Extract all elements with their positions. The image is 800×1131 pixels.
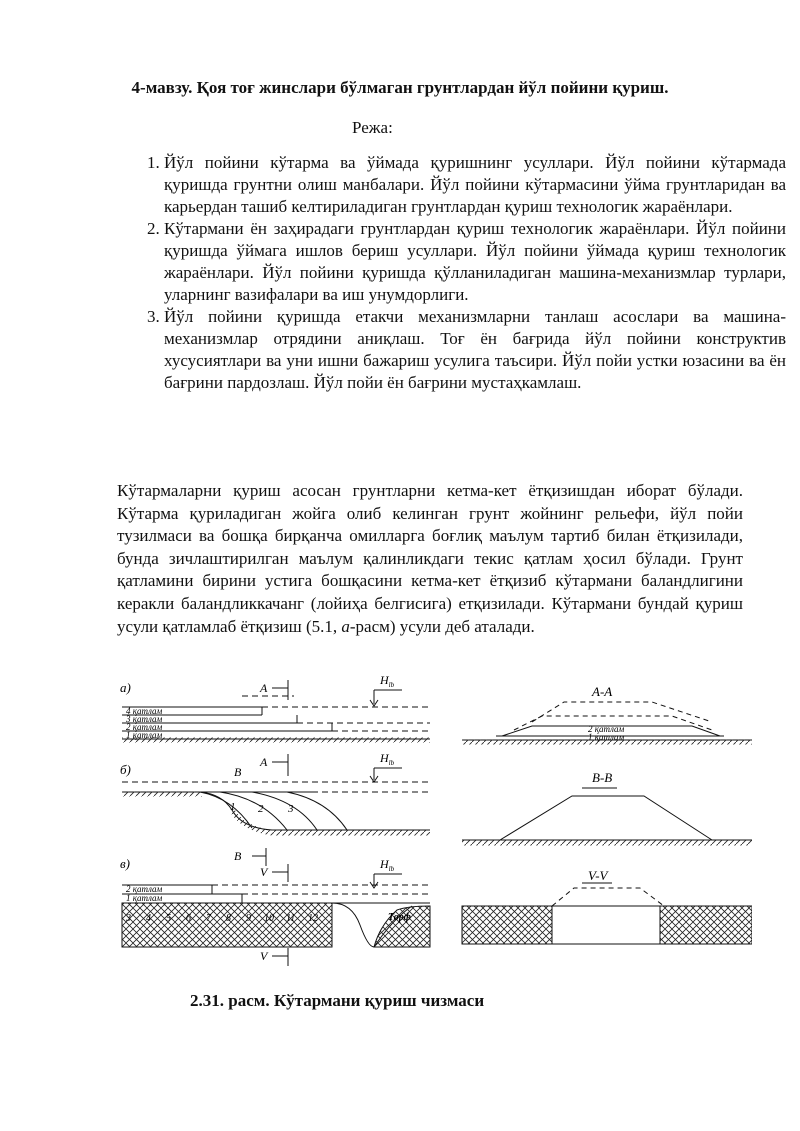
embankment-construction-figure (112, 670, 752, 970)
b-number-1: 1 (230, 801, 236, 813)
v-number-12: 12 (308, 913, 318, 924)
figure-part-v (120, 856, 430, 966)
v-number-8: 8 (226, 913, 231, 924)
b-number-2: 2 (258, 803, 264, 815)
layer-4-label: 4 қатлам (126, 706, 163, 716)
section-aa-label: А-А (592, 684, 613, 699)
section-mark-b-bottom: В (234, 849, 242, 863)
section-bb (462, 770, 752, 843)
main-paragraph (117, 480, 743, 638)
label-a: а) (120, 680, 131, 695)
v-number-4: 4 (146, 913, 151, 924)
figure-caption: 2.31. расм. Кўтармани қуриш чизмаси (190, 991, 485, 1010)
section-mark-v: V (260, 865, 268, 879)
section-bb-label: В-В (592, 770, 613, 785)
b-number-3: 3 (288, 803, 294, 815)
height-mark-v: $H_{lb}$ (380, 857, 395, 873)
figure-part-a (120, 673, 430, 740)
layer-3-label: 3 қатлам (126, 714, 163, 724)
v-number-7: 7 (206, 913, 211, 924)
v-number-11: 11 (286, 913, 296, 924)
layer-2-label: 2 қатлам (126, 722, 163, 732)
v-number-9: 9 (246, 913, 251, 924)
section-aa (462, 684, 752, 742)
label-b: б) (120, 762, 131, 777)
layer-1-label: 1 қатлам (126, 730, 163, 740)
section-aa-layer-2: 2 қатлам (588, 724, 625, 734)
plan-heading: Режа: (352, 118, 393, 137)
paragraph-italic-letter: а (341, 616, 350, 636)
plan-item-3: 3. Йўл пойини қуришда етакчи механизмларни танлаш асослари ва машина-механизмлар отрядини аниқлаш. Тоғ ён бағрида йўл пойини конструктив хусусиятлари ва уни ишни бажариш усулига таъсири. Йўл пойи устки юзасини ва ён бағрини пардозлаш. Йўл пойи ён бағрини мустаҳкамлаш. (164, 306, 786, 394)
v-number-10: 10 (264, 913, 274, 924)
peat-label: Торф (388, 912, 411, 923)
v-layer-2-label: 2 қатлам (126, 884, 163, 894)
section-vv (462, 868, 752, 944)
paragraph-text: Кўтармаларни қуриш асосан грунтларни кетма-кет ётқизишдан иборат бўлади. Кўтарма қуриладиган жойга олиб келинган грунт жойнинг рельефи, йўл пойи тузилмаси ва бошқа бирқанча омилларга боғлиқ маълум тартиб билан ётқизилади, бунда зичлаштирилган маълум қалинликдаги текис қатлам ҳосил бўлади. Грунт қатламини бирини устига бошқасини кетма-кет ётқизиб кўтармани баландлигини керакли баландликкачанг (лойиҳа белгисига) етқизилади. Кўтармани бундай қуриш усули қатламлаб ётқизиш (5.1, (117, 481, 743, 636)
v-number-5: 5 (166, 913, 171, 924)
height-mark-a: $H_{lb}$ (380, 673, 395, 689)
section-aa-layer-1: 1 қатлам (588, 732, 625, 742)
paragraph-text-end: -расм) усули деб аталади. (349, 616, 535, 636)
label-v: в) (120, 856, 130, 871)
topic-title: 4-мавзу. Қоя тоғ жинслари бўлмаган грунтлардан йўл пойини қуриш. (131, 78, 669, 97)
height-mark-b: $H_{lb}$ (380, 751, 395, 767)
v-layer-1-label: 1 қатлам (126, 893, 163, 903)
figure-part-b (120, 751, 430, 866)
plan-item-2: 2. Кўтармани ён заҳирадаги грунтлардан қуриш технологик жараёнлари. Йўл пойини қуришда ўймага ишлов бериш усуллари. Йўл пойини ўймада қуриш технологик жараёнлари. Йўл пойини қуришда қўлланиладиган машина-механизмлар турлари, уларнинг вазифалари ва иш унумдорлиги. (164, 218, 786, 306)
section-mark-a: А (260, 681, 268, 695)
plan-list (120, 152, 786, 394)
section-vv-label: V-V (588, 868, 608, 883)
v-number-3: 3 (126, 913, 131, 924)
plan-item-1: 1. Йўл пойини кўтарма ва ўймада қуришнинг усуллари. Йўл пойини кўтармада қуришда грунтни олиш манбалари. Йўл пойини кўтармасини ўйма грунтларидан ва карьердан ташиб келтириладиган грунтлардан қуриш технологик жараёнлари. (164, 152, 786, 218)
section-mark-v-bottom: V (260, 949, 268, 963)
section-mark-b-top: А (260, 755, 268, 769)
section-mark-b: В (234, 765, 242, 779)
v-number-6: 6 (186, 913, 191, 924)
